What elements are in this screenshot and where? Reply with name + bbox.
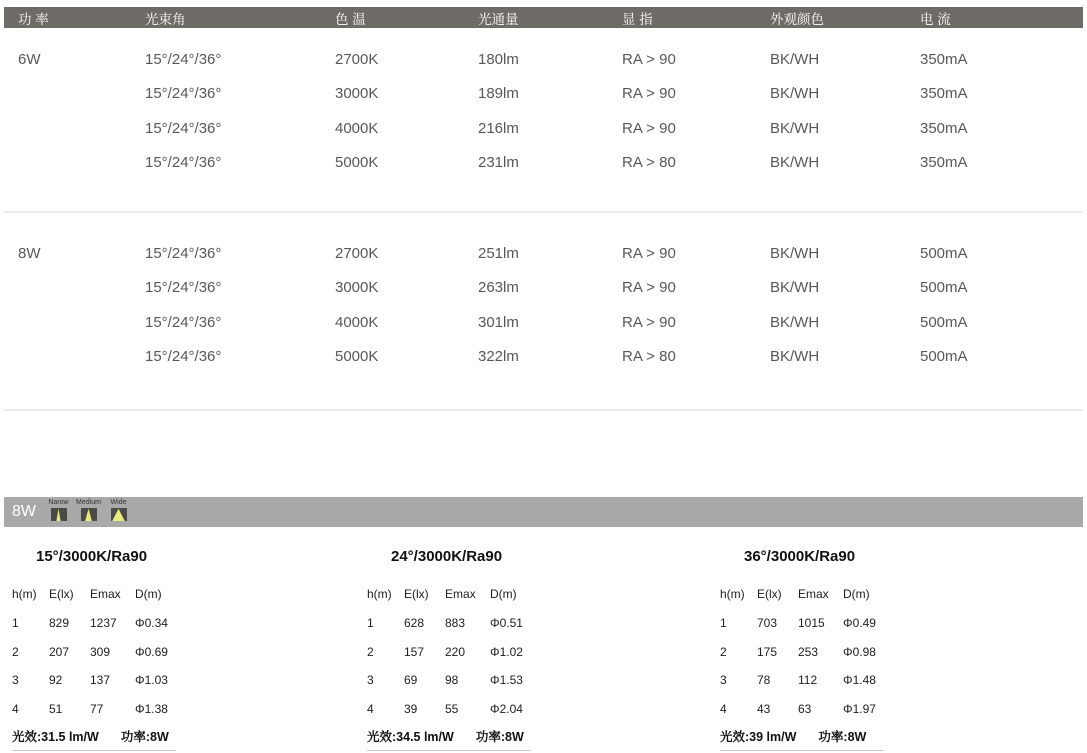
wide-beam-glyph [111, 508, 127, 521]
pt-cell: 77 [90, 702, 104, 717]
pt-header: h(m) [12, 587, 37, 602]
beam-angle-cell: 15°/24°/36° [145, 50, 222, 68]
flux-cell: 189lm [478, 85, 519, 103]
pt-cell: 55 [445, 702, 459, 717]
pt-cell: 92 [49, 673, 63, 688]
cri-cell: RA > 90 [622, 119, 676, 137]
pt-header: h(m) [367, 587, 392, 602]
section-divider [4, 211, 1083, 213]
color-cell: BK/WH [770, 348, 820, 366]
column-header-appearance-color: 外观颜色 [770, 11, 824, 27]
pt-cell: Φ0.49 [843, 616, 876, 631]
pt-cell: Φ2.04 [490, 702, 523, 717]
pt-cell: 98 [445, 673, 459, 688]
pt-cell: 4 [367, 702, 374, 717]
main-table-header-row [4, 7, 1083, 28]
pt-header: Emax [798, 587, 829, 602]
cct-cell: 3000K [335, 279, 379, 297]
pt-cell: 4 [12, 702, 19, 717]
column-header-beam-angle: 光束角 [145, 11, 186, 27]
photometric-table-36deg [720, 542, 900, 753]
power-value: 功率:8W [475, 730, 524, 744]
wide-beam-icon [108, 499, 129, 521]
pt-cell: 1 [720, 616, 727, 631]
photometric-table-title: 15°/3000K/Ra90 [36, 548, 148, 565]
current-cell: 500mA [920, 348, 968, 366]
pt-header: h(m) [720, 587, 745, 602]
pt-cell: Φ0.98 [843, 644, 876, 659]
photometric-footer [12, 727, 176, 751]
photometric-grid [720, 580, 900, 723]
photometric-footer [720, 727, 884, 751]
column-header-current: 电 流 [920, 11, 951, 27]
photometric-footer [367, 727, 531, 751]
pt-cell: 3 [720, 673, 727, 688]
narrow-beam-icon [48, 499, 69, 521]
beam-legend-bar [4, 497, 1083, 527]
narrow-beam-label: Narow [48, 499, 69, 506]
beam-angle-cell: 15°/24°/36° [145, 119, 222, 137]
flux-cell: 180lm [478, 50, 519, 68]
beam-icons-group [48, 499, 129, 525]
current-cell: 350mA [920, 50, 968, 68]
beam-angle-cell: 15°/24°/36° [145, 348, 222, 366]
pt-cell: 4 [720, 702, 727, 717]
pt-cell: Φ1.03 [135, 673, 168, 688]
power-value: 功率:8W [818, 730, 867, 744]
beam-angle-cell: 15°/24°/36° [145, 244, 222, 262]
pt-cell: 112 [798, 673, 818, 688]
beam-angle-cell: 15°/24°/36° [145, 313, 222, 331]
power-value: 功率:8W [120, 730, 169, 744]
pt-cell: 207 [49, 644, 70, 659]
pt-cell: Φ0.34 [135, 616, 168, 631]
pt-cell: Φ1.48 [843, 673, 876, 688]
pt-cell: 628 [404, 616, 425, 631]
photometric-grid [367, 580, 547, 723]
pt-cell: 43 [757, 702, 771, 717]
cct-cell: 4000K [335, 119, 379, 137]
cct-cell: 5000K [335, 154, 379, 172]
cct-cell: 5000K [335, 348, 379, 366]
pt-cell: 51 [49, 702, 63, 717]
pt-cell: 175 [757, 644, 778, 659]
medium-beam-icon [78, 499, 99, 521]
cct-cell: 3000K [335, 85, 379, 103]
pt-header: E(lx) [404, 587, 429, 602]
power-section-6w [18, 42, 1087, 180]
pt-cell: Φ0.69 [135, 644, 168, 659]
beam-bar-power-label: 8W [12, 503, 36, 520]
power-section-8w [18, 236, 1087, 374]
cct-cell: 2700K [335, 244, 379, 262]
pt-header: E(lx) [49, 587, 74, 602]
flux-cell: 231lm [478, 154, 519, 172]
pt-header: E(lx) [757, 587, 782, 602]
pt-cell: 3 [367, 673, 374, 688]
pt-cell: Φ1.53 [490, 673, 523, 688]
color-cell: BK/WH [770, 119, 820, 137]
cct-cell: 4000K [335, 313, 379, 331]
efficacy-value: 光效:31.5 lm/W [12, 730, 99, 744]
cri-cell: RA > 90 [622, 279, 676, 297]
pt-cell: 220 [445, 644, 466, 659]
photometric-table-title: 36°/3000K/Ra90 [744, 548, 856, 565]
flux-cell: 263lm [478, 279, 519, 297]
pt-cell: 883 [445, 616, 466, 631]
pt-cell: 39 [404, 702, 418, 717]
pt-cell: Φ1.97 [843, 702, 876, 717]
flux-cell: 301lm [478, 313, 519, 331]
current-cell: 500mA [920, 279, 968, 297]
efficacy-value: 光效:39 lm/W [720, 730, 797, 744]
pt-header: D(m) [843, 587, 870, 602]
cct-cell: 2700K [335, 50, 379, 68]
narrow-beam-glyph [51, 508, 67, 521]
medium-beam-label: Medium [76, 499, 101, 506]
pt-header: Emax [445, 587, 476, 602]
cri-cell: RA > 90 [622, 313, 676, 331]
pt-cell: 1 [12, 616, 19, 631]
wide-beam-label: Wide [110, 499, 127, 506]
current-cell: 500mA [920, 313, 968, 331]
color-cell: BK/WH [770, 154, 820, 172]
beam-angle-cell: 15°/24°/36° [145, 279, 222, 297]
photometric-grid [12, 580, 192, 723]
flux-cell: 251lm [478, 244, 519, 262]
pt-cell: 1237 [90, 616, 117, 631]
color-cell: BK/WH [770, 50, 820, 68]
current-cell: 350mA [920, 119, 968, 137]
pt-cell: 63 [798, 702, 812, 717]
pt-header: Emax [90, 587, 121, 602]
pt-cell: Φ1.38 [135, 702, 168, 717]
column-header-cct: 色 温 [335, 11, 366, 27]
pt-header: D(m) [135, 587, 162, 602]
efficacy-value: 光效:34.5 lm/W [367, 730, 454, 744]
photometric-table-title: 24°/3000K/Ra90 [391, 548, 503, 565]
cri-cell: RA > 80 [622, 154, 676, 172]
pt-cell: 137 [90, 673, 111, 688]
cri-cell: RA > 90 [622, 85, 676, 103]
power-cell: 8W [18, 244, 41, 262]
section-divider [4, 409, 1083, 411]
pt-cell: 829 [49, 616, 70, 631]
power-cell: 6W [18, 50, 41, 68]
current-cell: 500mA [920, 244, 968, 262]
pt-cell: 2 [12, 644, 19, 659]
flux-cell: 322lm [478, 348, 519, 366]
pt-cell: 157 [404, 644, 425, 659]
current-cell: 350mA [920, 85, 968, 103]
medium-beam-glyph [81, 508, 97, 521]
pt-cell: 78 [757, 673, 771, 688]
pt-cell: 1015 [798, 616, 825, 631]
cri-cell: RA > 90 [622, 50, 676, 68]
pt-cell: Φ1.02 [490, 644, 523, 659]
pt-cell: 309 [90, 644, 111, 659]
current-cell: 350mA [920, 154, 968, 172]
pt-cell: 253 [798, 644, 819, 659]
cri-cell: RA > 90 [622, 244, 676, 262]
pt-cell: 1 [367, 616, 374, 631]
column-header-flux: 光通量 [478, 11, 519, 27]
column-header-cri: 显 指 [622, 11, 653, 27]
color-cell: BK/WH [770, 85, 820, 103]
column-header-power: 功 率 [18, 11, 49, 27]
flux-cell: 216lm [478, 119, 519, 137]
pt-cell: 3 [12, 673, 19, 688]
pt-cell: Φ0.51 [490, 616, 523, 631]
pt-header: D(m) [490, 587, 517, 602]
pt-cell: 703 [757, 616, 778, 631]
beam-angle-cell: 15°/24°/36° [145, 154, 222, 172]
cri-cell: RA > 80 [622, 348, 676, 366]
photometric-table-24deg [367, 542, 547, 753]
color-cell: BK/WH [770, 279, 820, 297]
pt-cell: 2 [720, 644, 727, 659]
color-cell: BK/WH [770, 313, 820, 331]
color-cell: BK/WH [770, 244, 820, 262]
pt-cell: 2 [367, 644, 374, 659]
photometric-table-15deg [12, 542, 192, 753]
pt-cell: 69 [404, 673, 418, 688]
beam-angle-cell: 15°/24°/36° [145, 85, 222, 103]
